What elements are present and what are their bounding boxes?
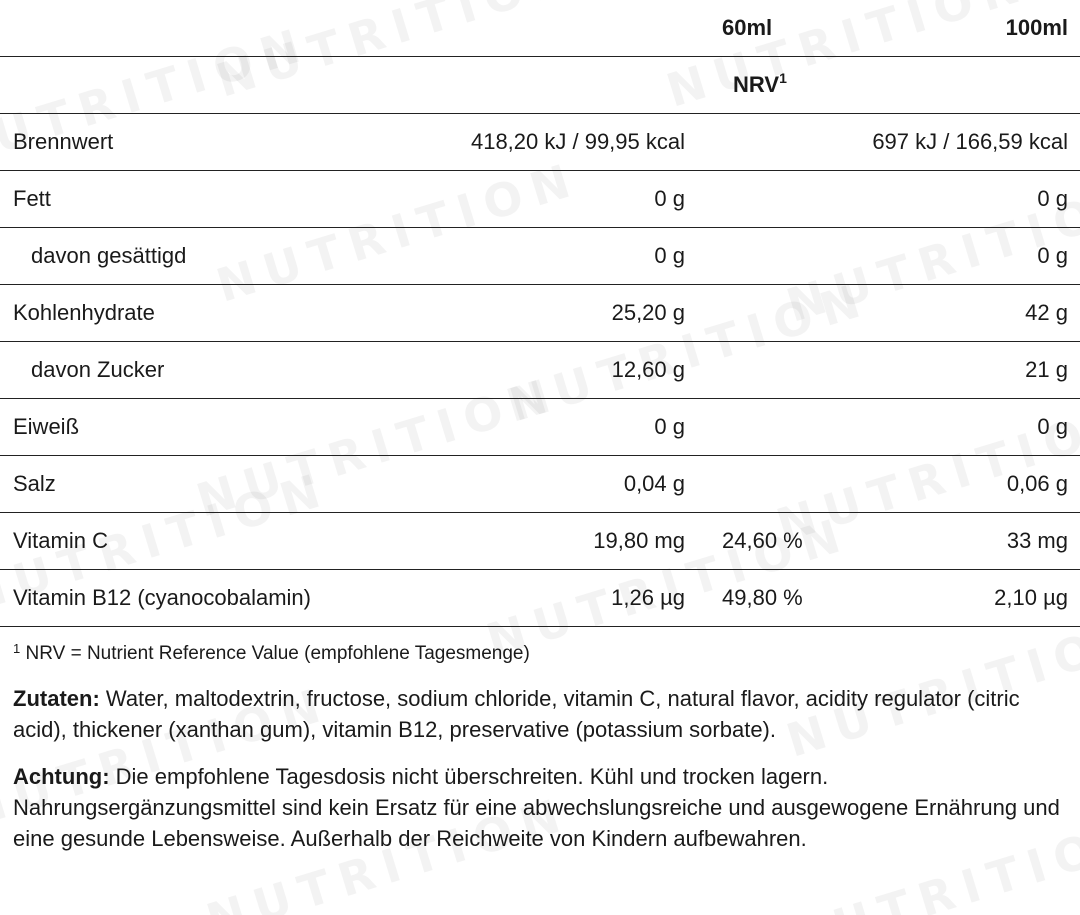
value-60ml: 0 g — [433, 399, 685, 456]
table-row — [0, 114, 1080, 171]
value-nrv — [685, 342, 850, 399]
value-nrv — [685, 114, 850, 171]
value-100ml: 0 g — [850, 228, 1080, 285]
value-100ml: 697 kJ / 166,59 kcal — [850, 114, 1080, 171]
nutrient-name: Salz — [0, 456, 433, 513]
table-row — [0, 456, 1080, 513]
value-60ml: 25,20 g — [433, 285, 685, 342]
nrv-label: NRV — [733, 72, 780, 97]
value-100ml: 33 mg — [850, 513, 1080, 570]
table-row — [0, 570, 1080, 627]
value-60ml: 0 g — [433, 171, 685, 228]
value-60ml: 0,04 g — [433, 456, 685, 513]
table-row — [0, 513, 1080, 570]
value-100ml: 0 g — [850, 171, 1080, 228]
value-nrv — [685, 228, 850, 285]
nutrient-name: Vitamin C — [0, 513, 433, 570]
footnote-marker: 1 — [13, 641, 21, 656]
ingredients-label: Zutaten: — [13, 686, 100, 711]
table-row — [0, 399, 1080, 456]
value-60ml: 12,60 g — [433, 342, 685, 399]
table-row — [0, 285, 1080, 342]
value-nrv — [685, 456, 850, 513]
footnote-text: NRV = Nutrient Reference Value (empfohlene Tagesmenge) — [20, 643, 530, 664]
table-row — [0, 171, 1080, 228]
value-60ml: 0 g — [433, 228, 685, 285]
value-nrv: 49,80 % — [685, 570, 850, 627]
warning-section — [13, 761, 1068, 854]
nrv-header-row — [0, 57, 1080, 114]
value-nrv — [685, 171, 850, 228]
header-60ml: 60ml — [685, 0, 850, 57]
nutrient-name: davon Zucker — [31, 357, 165, 382]
nutrient-name: Eiweiß — [0, 399, 433, 456]
nutrient-name: Vitamin B12 (cyanocobalamin) — [0, 570, 433, 627]
table-row — [0, 342, 1080, 399]
value-nrv — [685, 285, 850, 342]
header-empty-cell — [433, 0, 685, 57]
value-nrv — [685, 399, 850, 456]
value-100ml: 2,10 µg — [850, 570, 1080, 627]
value-100ml: 42 g — [850, 285, 1080, 342]
value-60ml: 19,80 mg — [433, 513, 685, 570]
nutrient-name: Brennwert — [0, 114, 433, 171]
nutrient-name-cell — [0, 228, 433, 285]
nutrient-name: Fett — [0, 171, 433, 228]
ingredients-section — [13, 683, 1068, 745]
header-empty-cell — [0, 0, 433, 57]
ingredients-text: Water, maltodextrin, fructose, sodium chloride, vitamin C, natural flavor, acidity regulator (citric acid), thickener (xanthan gum), vitamin B12, preservative (potassium sorbate). — [13, 686, 1020, 742]
nutrient-name-cell — [0, 342, 433, 399]
warning-label: Achtung: — [13, 764, 110, 789]
nutrient-name: davon gesättigd — [31, 243, 187, 268]
table-header-row — [0, 0, 1080, 57]
value-100ml: 0,06 g — [850, 456, 1080, 513]
value-100ml: 21 g — [850, 342, 1080, 399]
nutrient-name: Kohlenhydrate — [0, 285, 433, 342]
header-100ml: 100ml — [850, 0, 1080, 57]
value-100ml: 0 g — [850, 399, 1080, 456]
nrv-footnote — [13, 641, 1080, 667]
header-nrv — [0, 57, 1080, 114]
warning-text: Die empfohlene Tagesdosis nicht überschreiten. Kühl und trocken lagern. Nahrungsergänzungsmittel sind kein Ersatz für eine abwechslungsreiche und ausgewogene Ernährung und eine gesunde Lebensweise. Außerhalb der Reichweite von Kindern aufbewahren. — [13, 764, 1060, 851]
nrv-footnote-marker: 1 — [779, 70, 787, 86]
value-nrv: 24,60 % — [685, 513, 850, 570]
value-60ml: 1,26 µg — [433, 570, 685, 627]
table-row — [0, 228, 1080, 285]
value-60ml: 418,20 kJ / 99,95 kcal — [433, 114, 685, 171]
